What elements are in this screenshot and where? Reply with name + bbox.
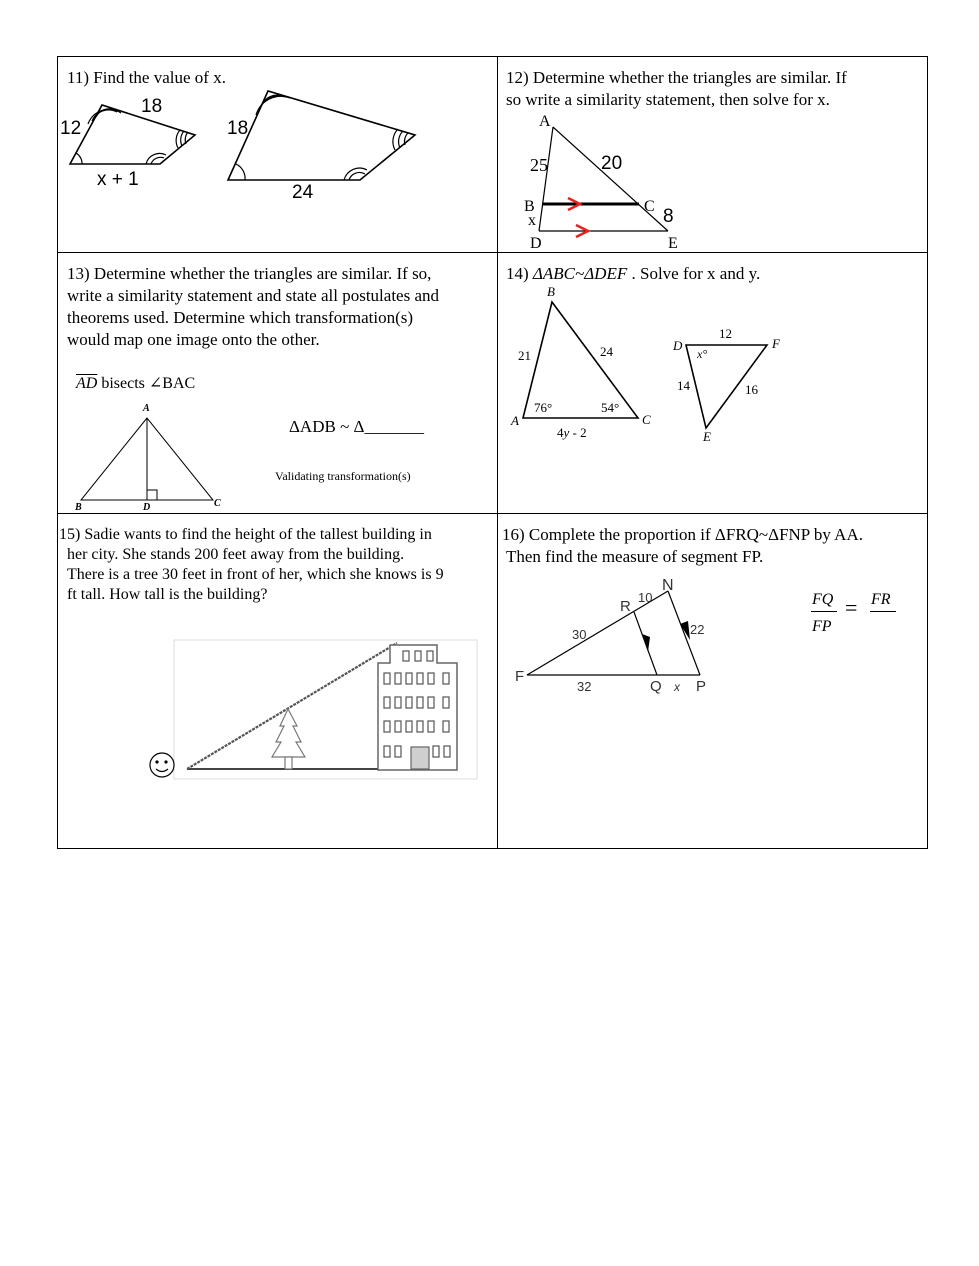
p12-label-c: C [644, 198, 655, 215]
p14-side-de: 14 [677, 378, 690, 393]
p13-label-a: A [143, 403, 150, 414]
p12-side-ac: 20 [601, 153, 623, 174]
p14-title-math: ΔABC~ΔDEF [532, 264, 628, 283]
p15-line4: ft tall. How tall is the building? [67, 586, 268, 603]
p14-side-ab: 21 [518, 348, 531, 363]
p16-label-x: x [674, 680, 680, 694]
p16-prop-right-num: FR [871, 591, 891, 608]
p14-side-ac-var: y [563, 425, 570, 440]
p11-title: 11) Find the value of x. [67, 68, 226, 87]
p15-line2: her city. She stands 200 feet away from the building. [67, 546, 405, 563]
p14-angle-d: x° [697, 347, 708, 361]
p14-label-d: D [673, 338, 683, 353]
p16-line2: Then find the measure of segment FP. [506, 547, 764, 566]
p12-side-ce: 8 [663, 206, 674, 227]
p12-label-b: B [524, 198, 535, 215]
p13-segment-ad: $\overline{AD}$ [76, 375, 98, 392]
p13-line2: write a similarity statement and state all postulates and [67, 286, 440, 305]
p15-line3: There is a tree 30 feet in front of her, which she knows is 9 [67, 566, 444, 583]
p14-side-ac-rest: - 2 [569, 425, 587, 440]
p14-angle-a: 76° [534, 400, 553, 415]
p16-label-r: R [620, 598, 631, 615]
p16-prop-equals: = [845, 595, 858, 620]
p14-side-bc: 24 [600, 344, 613, 359]
p16-side-np: 22 [690, 622, 705, 637]
p12-label-a: A [539, 113, 551, 130]
p13-bisect-text: bisects ∠BAC [97, 375, 196, 392]
p14-title-prefix: 14) [506, 264, 533, 283]
p16-side-rn: 10 [638, 590, 653, 605]
p16-label-f: F [515, 668, 525, 685]
p11-small-side-left: 12 [60, 118, 82, 139]
p14-angle-c: 54° [601, 400, 620, 415]
p14-label-b: B [547, 284, 555, 299]
p11-large-side-left: 18 [227, 118, 249, 139]
p13-label-c: C [214, 498, 221, 509]
p12-side-ab: 25 [530, 155, 548, 175]
p15-line1: 15) Sadie wants to find the height of the tallest building in [59, 526, 432, 543]
p16-prop-left-num: FQ [812, 591, 834, 608]
p13-validating-label: Validating transformation(s) [275, 469, 411, 483]
p13-line3: theorems used. Determine which transformation(s) [67, 308, 414, 327]
p14-side-df: 12 [719, 326, 732, 341]
p11-small-side-bottom: x + 1 [97, 169, 139, 190]
p16-label-q: Q [650, 678, 662, 695]
p11-small-side-top: 18 [141, 96, 163, 117]
p12-line1: 12) Determine whether the triangles are similar. If [506, 68, 847, 87]
p13-line1: 13) Determine whether the triangles are similar. If so, [67, 264, 432, 283]
p13-similarity-statement: ΔADB ~ Δ_______ [289, 417, 424, 436]
p16-line1: 16) Complete the proportion if ΔFRQ~ΔFNP by AA. [502, 525, 863, 544]
p12-label-d: D [530, 235, 542, 252]
p14-side-ef: 16 [745, 382, 758, 397]
p16-side-fq: 32 [577, 679, 592, 694]
p13-label-b: B [75, 502, 82, 513]
p13-line4: would map one image onto the other. [67, 330, 320, 349]
p12-line2: so write a similarity statement, then solve for x. [506, 90, 830, 109]
p16-prop-left-bar [811, 611, 837, 612]
p16-prop-right-bar [870, 611, 896, 612]
p14-title-rest: . Solve for x and y. [627, 264, 761, 283]
p16-side-fr: 30 [572, 627, 587, 642]
p14-label-c: C [642, 412, 651, 427]
p13-label-d: D [143, 502, 151, 513]
p12-label-x: x [528, 212, 536, 229]
p14-label-a: A [511, 413, 519, 428]
p16-label-n: N [662, 577, 674, 594]
p12-label-e: E [668, 235, 678, 252]
p14-side-ac-coef: 4 [557, 425, 564, 440]
p16-label-p: P [696, 678, 707, 695]
p14-label-e: E [703, 429, 711, 444]
p11-large-side-bottom: 24 [292, 182, 314, 203]
p14-label-f: F [772, 336, 780, 351]
p16-prop-left-den: FP [812, 618, 832, 635]
